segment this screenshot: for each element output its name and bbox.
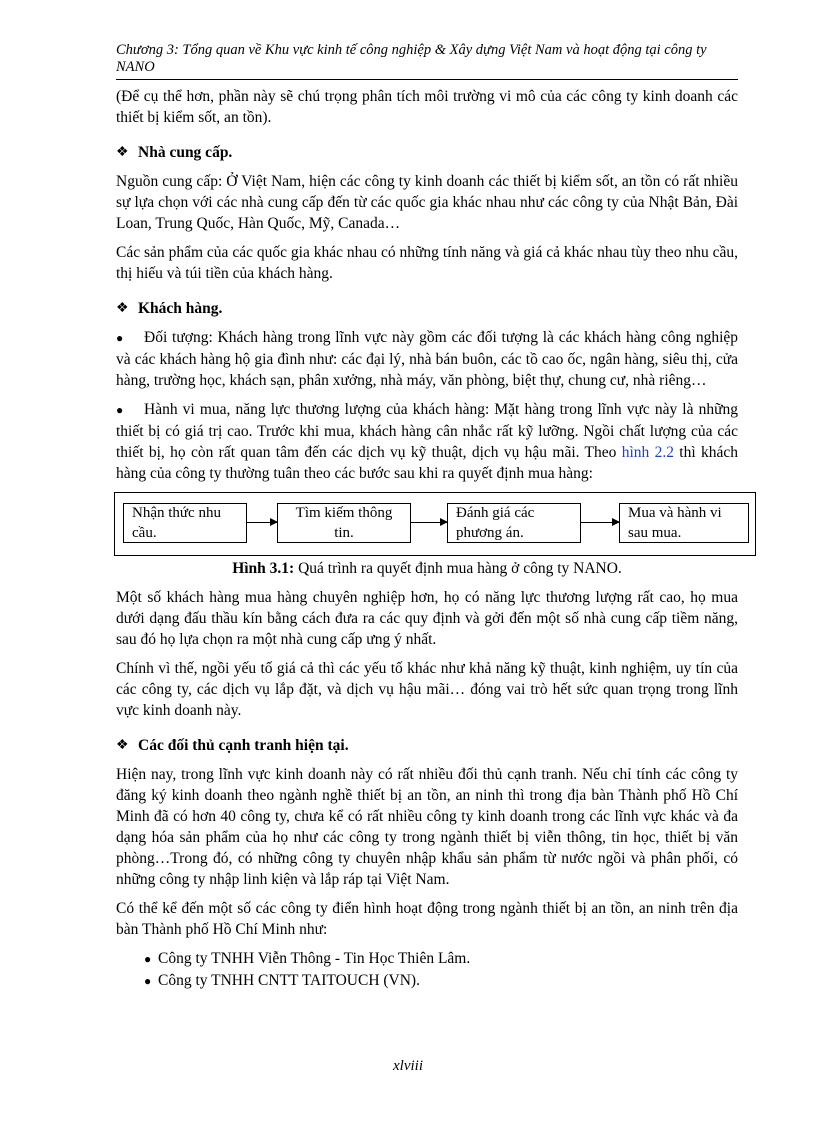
section-heading-competitors [116,735,738,756]
after-figure-paragraph-2: Chính vì thế, ngồi yếu tố giá cả thì các yếu tố khác như khả năng kỹ thuật, kinh nghiệm, uy tín của các công ty, các dịch vụ lắp đặt, và dịch vụ hậu mãi… đóng vai trò hết sức quan trọng trong lĩnh vực kinh doanh này. [116,660,738,719]
bullet-icon: ● [144,952,152,966]
arrow-icon [581,522,619,523]
arrow-icon [247,522,277,523]
suppliers-paragraph-2: Các sản phẩm của các quốc gia khác nhau có những tính năng và giá cả khác nhau tùy theo nhu cầu, thị hiếu và túi tiền của khách hàng. [116,244,738,282]
page-number: xlviii [393,1058,423,1074]
flow-step-4: Mua và hành vi sau mua. [619,503,749,543]
document-page [116,42,738,992]
bullet-icon: ● [144,974,152,988]
diamond-bullet-icon: ❖ [116,738,129,753]
bullet-icon: ● [116,331,124,345]
figure-caption: Hình 3.1: Quá trình ra quyết định mua hàng ở công ty NANO. [232,560,622,577]
heading-text: Khách hàng. [138,300,223,317]
customers-paragraph-1: ● Đối tượng: Khách hàng trong lĩnh vực này gồm các đối tượng là các khách hàng công nghiệp và các khách hàng hộ gia đình như: các đại lý, nhà bán buôn, các tồ cao ốc, ngân hàng, siêu thị, cửa hàng, trường học, khách sạn, phân xưởng, nhà máy, văn phòng, biệt thự, chung cư, nhà riêng… [116,329,738,389]
flow-step-1: Nhận thức nhu cầu. [123,503,247,543]
customers-paragraph-2: ● Hành vi mua, năng lực thương lượng của khách hàng: Mặt hàng trong lĩnh vực này là những thiết bị có giá trị cao. Trước khi mua, khách hàng cân nhắc rất kỹ lưỡng. Ngồi chất lượng của các thiết bị, họ còn rất quan tâm đến các dịch vụ kỹ thuật, dịch vụ hậu mãi. Theo hình 2.2 thì khách hàng của công ty thường tuân theo các bước sau khi ra quyết định mua hàng: [116,401,739,482]
section-heading-customers [116,298,738,319]
section-heading-suppliers [116,142,738,163]
diamond-bullet-icon: ❖ [116,301,129,316]
bullet-icon: ● [116,403,124,417]
suppliers-paragraph-1: Nguồn cung cấp: Ở Việt Nam, hiện các công ty kinh doanh các thiết bị kiểm sốt, an tồn có rất nhiều sự lựa chọn với các nhà cung cấp đến từ các quốc gia khác nhau như các công ty của Nhật Bản, Đài Loan, Trung Quốc, Hàn Quốc, Mỹ, Canada… [116,173,738,232]
running-header: Chương 3: Tổng quan về Khu vực kinh tế công nghiệp & Xây dựng Việt Nam và hoạt động tại công ty NANO [116,42,738,80]
list-item: ● Công ty TNHH Viễn Thông - Tin Học Thiên Lâm. [144,948,738,970]
heading-text: Nhà cung cấp. [138,144,233,161]
diamond-bullet-icon: ❖ [116,145,129,160]
list-item: ● Công ty TNHH CNTT TAITOUCH (VN). [144,970,738,992]
purchase-process-diagram [114,492,756,556]
flow-step-2: Tìm kiếm thông tin. [277,503,411,543]
flow-step-3: Đánh giá các phương án. [447,503,581,543]
competitors-paragraph-2: Có thể kể đến một số các công ty điển hình hoạt động trong ngành thiết bị an tồn, an ninh trên địa bàn Thành phố Hồ Chí Minh như: [116,900,738,938]
heading-text: Các đối thủ cạnh tranh hiện tại. [138,737,349,754]
figure-link[interactable]: hình 2.2 [621,444,674,461]
after-figure-paragraph-1: Một số khách hàng mua hàng chuyên nghiệp hơn, họ có năng lực thương lượng rất cao, họ mua dưới dạng đấu thầu kín bằng cách đưa ra các quy định và gởi đến một số nhà cung cấp tiềm năng, sau đó họ lựa chọn ra một nhà cung cấp ưng ý nhất. [116,589,738,648]
competitors-paragraph-1: Hiện nay, trong lĩnh vực kinh doanh này có rất nhiều đối thủ cạnh tranh. Nếu chỉ tính các công ty đăng ký kinh doanh theo ngành nghề thiết bị an tồn, an ninh thì trong địa bàn Thành phố Hồ Chí Minh đã có hơn 40 công ty, chưa kể có rất nhiều công ty kinh doanh trong các lĩnh vực khác và đa dạng hóa sản phẩm của họ như các công ty trong ngành thiết bị viễn thông, tin học, thiết bị văn phòng…Trong đó, có những công ty chuyên nhập khẩu sản phẩm từ nước ngồi và phân phối, có những công ty nhập linh kiện và lắp ráp tại Việt Nam. [116,766,738,888]
intro-paragraph: (Để cụ thể hơn, phần này sẽ chú trọng phân tích môi trường vi mô của các công ty kinh doanh các thiết bị kiểm sốt, an tồn). [116,88,738,126]
arrow-icon [411,522,447,523]
company-list [144,948,738,992]
